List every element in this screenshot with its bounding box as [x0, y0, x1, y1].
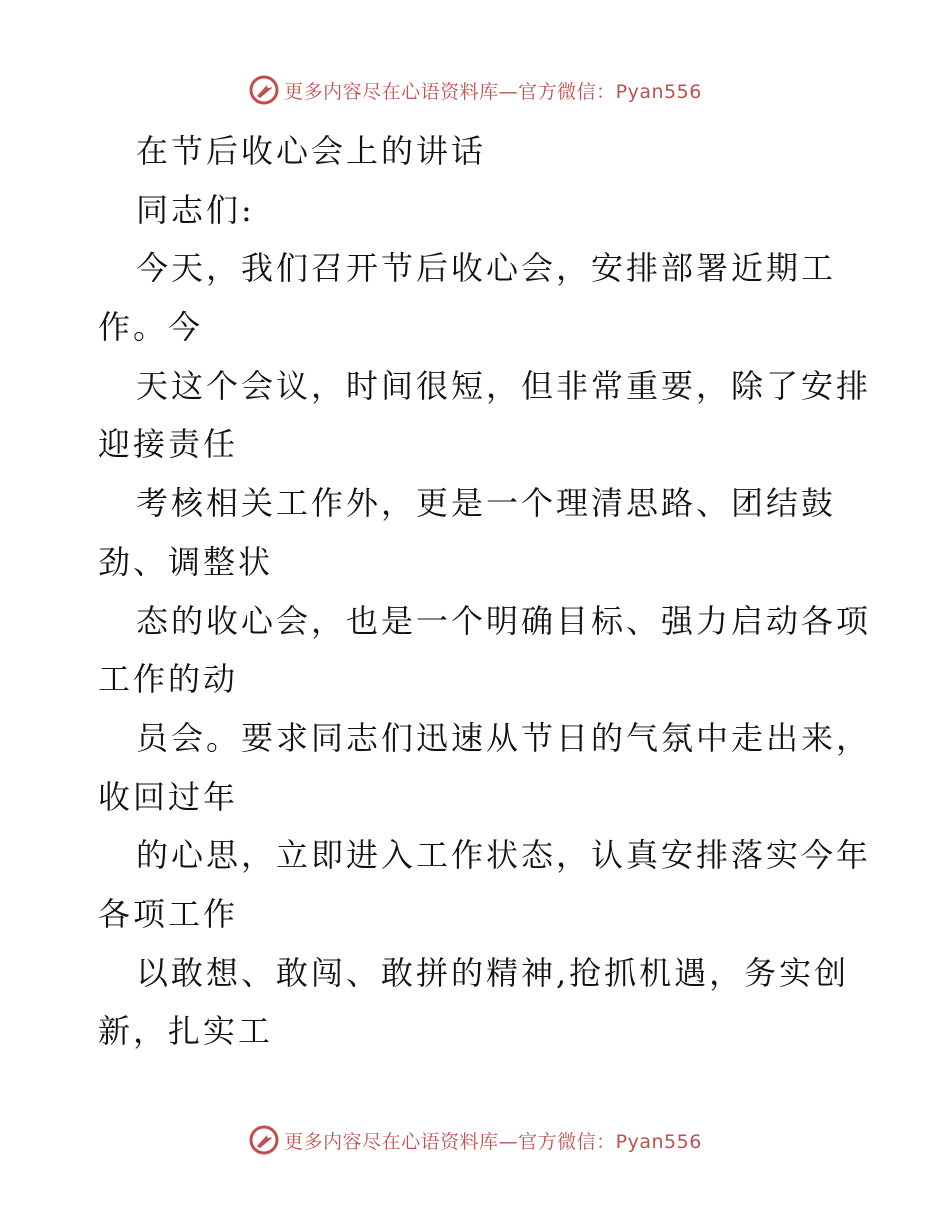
- header-banner-text: 更多内容尽在心语资料库—官方微信：Pyan556: [284, 80, 702, 103]
- pen-nib-circle-icon: [248, 74, 280, 106]
- paragraph-line: 今天，我们召开节后收心会，安排部署近期工: [136, 249, 837, 288]
- header-banner: [0, 70, 950, 110]
- paragraph-line: 工作的动: [98, 660, 239, 699]
- paragraph-line: 新，扎实工: [98, 1012, 274, 1051]
- document-title: 在节后收心会上的讲话: [136, 132, 487, 170]
- footer-banner-text: 更多内容尽在心语资料库—官方微信：Pyan556: [284, 1130, 702, 1153]
- document-body: [98, 122, 888, 1061]
- paragraph-line: 收回过年: [98, 777, 239, 816]
- footer-banner: [0, 1120, 950, 1160]
- paragraph-line: 劲、调整状: [98, 542, 274, 581]
- paragraph-line: 以敢想、敢闯、敢拼的精神,抢抓机遇，务实创: [136, 953, 850, 992]
- paragraph-line: 迎接责任: [98, 425, 239, 464]
- paragraph-line: 考核相关工作外，更是一个理清思路、团结鼓: [136, 484, 837, 523]
- pen-nib-circle-icon: [248, 1124, 280, 1156]
- paragraph-line: 各项工作: [98, 894, 239, 933]
- paragraph-line: 态的收心会，也是一个明确目标、强力启动各项: [136, 601, 872, 640]
- paragraph-line: 作。今: [98, 308, 204, 347]
- salutation: 同志们:: [136, 190, 255, 229]
- paragraph-line: 天这个会议，时间很短，但非常重要，除了安排: [136, 366, 872, 405]
- paragraph-line: 员会。要求同志们迅速从节日的气氛中走出来，: [136, 718, 872, 757]
- paragraph-line: 的心思，立即进入工作状态，认真安排落实今年: [136, 836, 872, 875]
